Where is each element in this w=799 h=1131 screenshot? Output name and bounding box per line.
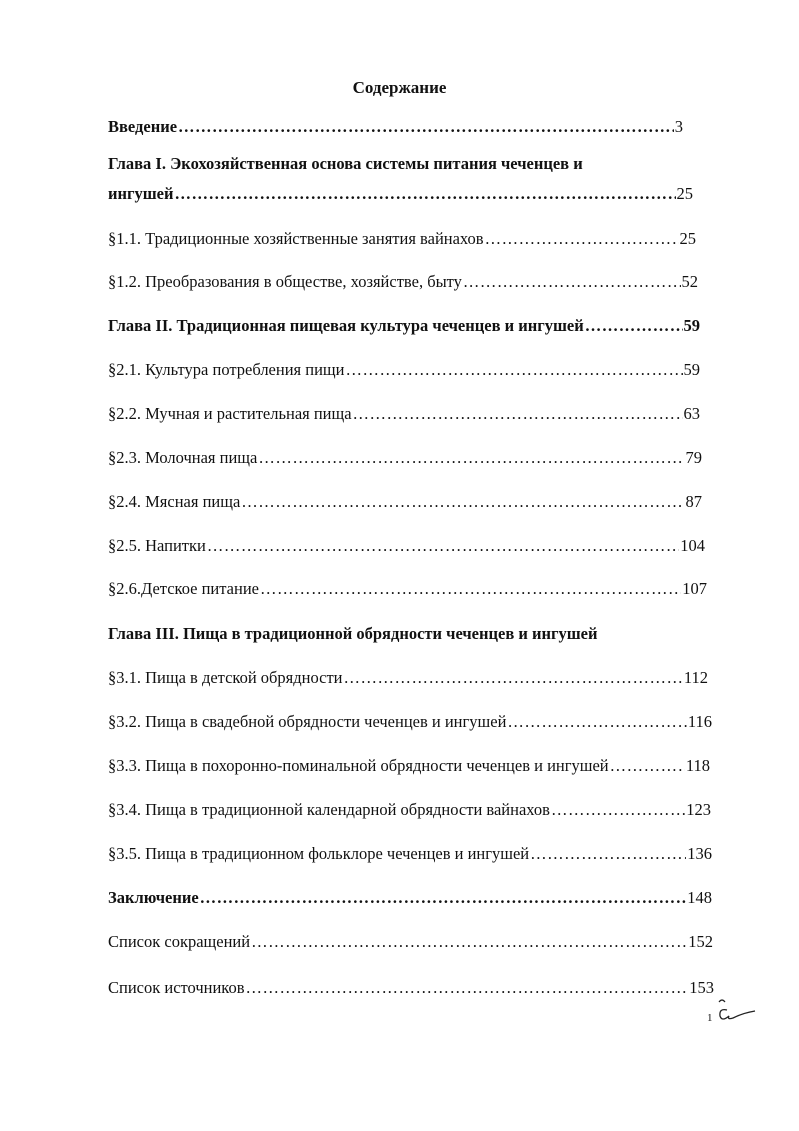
toc-entry-page: 107 xyxy=(682,579,707,598)
toc-entry-text: §2.2. Мучная и растительная пища xyxy=(108,404,352,423)
toc-entry-page: 3 xyxy=(674,117,683,136)
toc-entry-s2-2 xyxy=(108,404,700,424)
leader-dots xyxy=(175,184,676,204)
toc-entry-page: 104 xyxy=(680,536,705,555)
toc-entry-sources xyxy=(108,978,714,998)
toc-entry-text: §3.3. Пища в похоронно-поминальной обрядности чеченцев и ингушей xyxy=(108,756,609,775)
leader-dots xyxy=(178,117,674,137)
leader-dots xyxy=(463,272,681,292)
toc-entry-page: 123 xyxy=(686,800,711,819)
toc-entry-text: §3.1. Пища в детской обрядности xyxy=(108,668,343,687)
toc-entry-abbreviations xyxy=(108,932,713,952)
toc-entry-s2-5 xyxy=(108,536,705,556)
toc-entry-text: Список сокращений xyxy=(108,932,251,951)
toc-entry-text: §3.4. Пища в традиционной календарной обрядности вайнахов xyxy=(108,800,550,819)
toc-entry-page: 25 xyxy=(679,229,696,248)
toc-entry-page: 25 xyxy=(676,184,693,203)
leader-dots xyxy=(344,668,683,688)
toc-entry-text: Заключение xyxy=(108,888,199,907)
leader-dots xyxy=(585,316,683,336)
toc-entry-text: §2.6.Детское питание xyxy=(108,579,259,598)
toc-entry-conclusion xyxy=(108,888,712,908)
toc-entry-page: 79 xyxy=(685,448,702,467)
toc-entry-page: 116 xyxy=(687,712,712,731)
toc-chapter1-line1: Глава I. Экохозяйственная основа системы питания чеченцев и xyxy=(108,154,583,173)
toc-entry-chapter2 xyxy=(108,316,700,336)
toc-entry-page: 118 xyxy=(685,756,710,775)
toc-entry-text: §1.2. Преобразования в обществе, хозяйстве, быту xyxy=(108,272,462,291)
toc-entry-intro xyxy=(108,117,683,137)
leader-dots xyxy=(485,229,679,249)
leader-dots xyxy=(246,978,689,998)
toc-entry-s3-5 xyxy=(108,844,712,864)
toc-entry-s3-4 xyxy=(108,800,711,820)
handwritten-mark xyxy=(713,996,761,1026)
leader-dots xyxy=(258,448,684,468)
toc-entry-s2-1 xyxy=(108,360,700,380)
toc-entry-s1-1 xyxy=(108,229,696,249)
toc-entry-text: Глава II. Традиционная пищевая культура чеченцев и ингушей xyxy=(108,316,584,335)
toc-entry-page: 52 xyxy=(681,272,698,291)
toc-entry-text: §2.1. Культура потребления пищи xyxy=(108,360,345,379)
leader-dots xyxy=(530,844,686,864)
toc-entry-s1-2 xyxy=(108,272,698,292)
leader-dots xyxy=(353,404,683,424)
toc-entry-page: 136 xyxy=(687,844,712,863)
leader-dots xyxy=(507,712,686,732)
toc-entry-page: 112 xyxy=(683,668,708,687)
toc-entry-page: 59 xyxy=(683,316,700,335)
toc-entry-s3-3 xyxy=(108,756,710,776)
toc-entry-s2-3 xyxy=(108,448,702,468)
toc-entry-text: Список источников xyxy=(108,978,245,997)
toc-entry-s3-1 xyxy=(108,668,708,688)
toc-entry-text: §3.5. Пища в традиционном фольклоре чеченцев и ингушей xyxy=(108,844,530,863)
leader-dots xyxy=(241,492,684,512)
toc-entry-page: 148 xyxy=(687,888,712,907)
toc-entry-page: 63 xyxy=(683,404,700,423)
leader-dots xyxy=(260,579,681,599)
toc-entry-text: §2.5. Напитки xyxy=(108,536,206,555)
toc-entry-text: Введение xyxy=(108,117,178,136)
leader-dots xyxy=(610,756,685,776)
toc-entry-text: §2.3. Молочная пища xyxy=(108,448,258,467)
toc-entry-chapter1 xyxy=(108,184,693,204)
page-title: Содержание xyxy=(352,78,447,97)
leader-dots xyxy=(251,932,687,952)
toc-entry-page: 153 xyxy=(689,978,714,997)
toc-entry-text: ингушей xyxy=(108,184,174,203)
toc-entry-s2-4 xyxy=(108,492,702,512)
leader-dots xyxy=(207,536,679,556)
toc-entry-text: §3.2. Пища в свадебной обрядности чеченцев и ингушей xyxy=(108,712,507,731)
page-number: 1 xyxy=(707,1012,713,1024)
toc-entry-page: 59 xyxy=(683,360,700,379)
leader-dots xyxy=(345,360,682,380)
toc-entry-page: 87 xyxy=(685,492,702,511)
toc-entry-chapter3: Глава III. Пища в традиционной обрядности чеченцев и ингушей xyxy=(108,624,598,643)
leader-dots xyxy=(551,800,685,820)
toc-entry-s2-6 xyxy=(108,579,707,599)
toc-entry-s3-2 xyxy=(108,712,712,732)
leader-dots xyxy=(200,888,687,908)
toc-entry-page: 152 xyxy=(688,932,713,951)
toc-entry-text: §2.4. Мясная пища xyxy=(108,492,241,511)
toc-entry-text: §1.1. Традиционные хозяйственные занятия вайнахов xyxy=(108,229,484,248)
